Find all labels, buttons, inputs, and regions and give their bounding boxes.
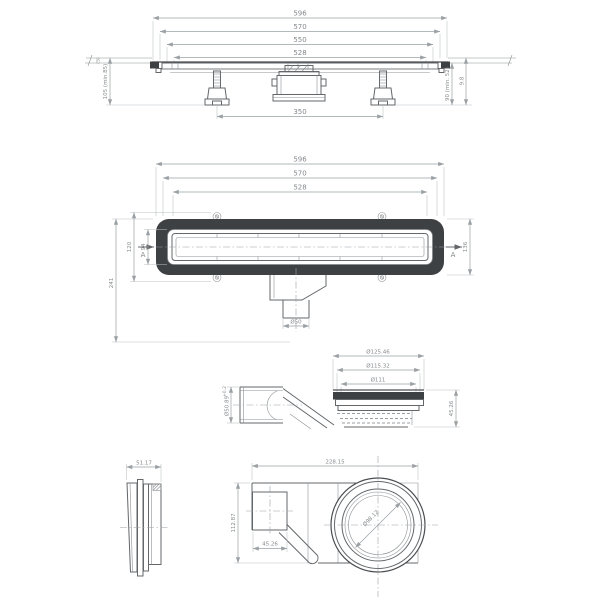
dim-label-105: 105 (min.85) — [103, 63, 109, 100]
dim-label-pipe-dia: Ø50.89 — [224, 395, 231, 417]
dim-label-112-87: 112.87 — [231, 513, 237, 533]
dim-label-596: 596 — [293, 9, 307, 18]
dim-label-o50: Ø50 — [290, 319, 302, 326]
dim-label-94: 94 — [141, 243, 147, 251]
dim-label-528-plan: 528 — [293, 183, 307, 192]
flange-seal-band — [333, 392, 424, 400]
dim-label-90-min-52: 90 (min. 52) — [445, 67, 451, 101]
dim-label-136: 136 — [463, 241, 469, 253]
section-label-a-left: A — [140, 251, 146, 259]
dim-label-dia-111: Ø111 — [370, 377, 386, 384]
dim-label-45-26-bottom: 45.26 — [262, 541, 278, 548]
dim-label-550: 550 — [293, 36, 307, 44]
dim-label-tile: (5) — [96, 57, 102, 64]
dim-label-dia-125: Ø125.46 — [366, 349, 390, 356]
dim-label-350: 350 — [293, 108, 307, 116]
dim-label-51-17: 51.17 — [136, 460, 152, 467]
dim-label-241: 241 — [109, 277, 115, 289]
dim-label-45-26-section: 45.26 — [449, 400, 455, 417]
dim-label-528: 528 — [293, 49, 307, 57]
dim-label-596-plan: 596 — [293, 155, 307, 164]
dim-label-9-8: 9.8 — [459, 76, 466, 86]
section-label-a-right: A — [450, 251, 456, 259]
dim-label-pipe-tolerance: +0.2 — [223, 386, 228, 397]
dim-label-570: 570 — [293, 23, 307, 31]
dim-label-570-plan: 570 — [293, 169, 307, 178]
dim-label-dia-98: Ø98.12 — [362, 509, 381, 529]
dim-label-dia-115: Ø115.32 — [366, 363, 390, 370]
dim-label-228-15: 228.15 — [325, 459, 345, 466]
end-cap-left — [150, 62, 159, 69]
dim-label-120: 120 — [127, 241, 133, 253]
